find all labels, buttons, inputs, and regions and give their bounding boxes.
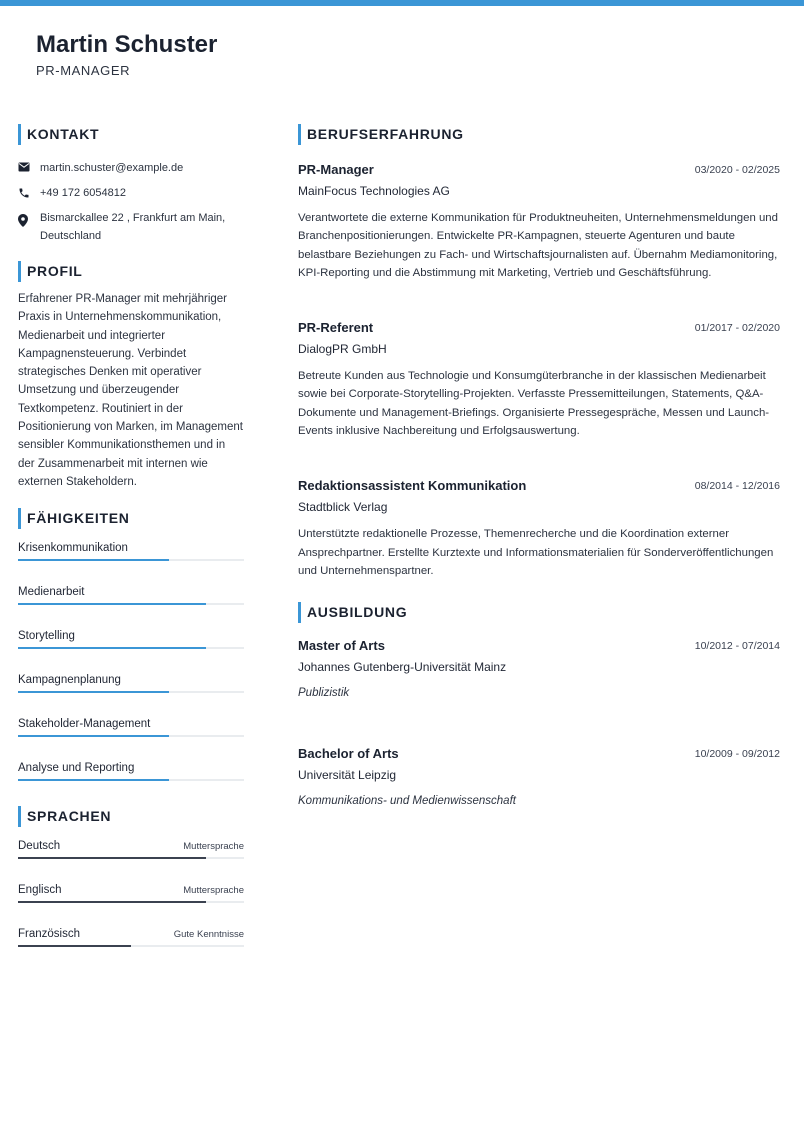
postal-address: Bismarckallee 22 , Frankfurt am Main, Deutschland: [40, 212, 226, 242]
language-level-label: Gute Kenntnisse: [173, 929, 244, 941]
languages-heading: SPRACHEN: [18, 806, 244, 827]
skill-level-track: [18, 647, 244, 649]
education-entry: [298, 745, 780, 809]
job-role: Redaktionsassistent Kommunikation: [298, 478, 527, 494]
job-title: PR-MANAGER: [36, 63, 131, 78]
skill-level-track: [18, 559, 244, 561]
education-dates: 10/2012 - 07/2014: [694, 640, 780, 653]
job-dates: 03/2020 - 02/2025: [694, 164, 780, 176]
contact-heading: KONTAKT: [18, 124, 244, 145]
skill-name: Kampagnenplanung: [18, 674, 121, 687]
skills-heading: FÄHIGKEITEN: [18, 508, 244, 529]
mail-icon: [18, 159, 40, 172]
language-name: Französisch: [18, 928, 80, 941]
language-level-bar: [18, 945, 131, 947]
skill-name: Analyse und Reporting: [18, 762, 135, 775]
experience-entry: [298, 477, 780, 580]
experience-entry: [298, 319, 780, 440]
education-entry: [298, 637, 780, 701]
languages-list: [18, 833, 244, 965]
degree: Master of Arts: [298, 638, 385, 654]
job-dates: 01/2017 - 02/2020: [694, 322, 780, 335]
top-accent-bar: [0, 0, 804, 6]
study-field: Publizistik: [298, 687, 350, 700]
skill-name: Stakeholder-Management: [18, 718, 151, 731]
language-level-bar: [18, 901, 206, 903]
school: Johannes Gutenberg-Universität Mainz: [298, 660, 507, 675]
job-description: Unterstützte redaktionelle Prozesse, Themenrecherche und die Koordination externer Ansprechpartner. Erstellte Kurztexte und Informationsmaterialien für Sonderveröffentlichungen und Unternehmenspartner.: [298, 528, 774, 577]
skill-level-bar: [18, 647, 206, 649]
phone-number[interactable]: +49 172 6054812: [40, 187, 126, 199]
skill-level-track: [18, 735, 244, 737]
language-item: [18, 877, 244, 921]
skill-level-bar: [18, 691, 169, 693]
skill-level-track: [18, 603, 244, 605]
language-level-label: Muttersprache: [183, 885, 244, 897]
skill-item: [18, 667, 244, 711]
skill-level-track: [18, 691, 244, 693]
employer: MainFocus Technologies AG: [298, 184, 450, 198]
skill-item: [18, 755, 244, 799]
education-heading: AUSBILDUNG: [298, 602, 780, 623]
candidate-name: Martin Schuster: [36, 31, 218, 58]
left-column: [18, 124, 244, 965]
skill-level-bar: [18, 779, 169, 781]
skill-item: [18, 535, 244, 579]
language-name: Deutsch: [18, 840, 61, 853]
contact-address: [18, 209, 244, 245]
skill-item: [18, 579, 244, 623]
contact-list: [18, 159, 244, 245]
location-pin-icon: [18, 209, 40, 227]
contact-phone: [18, 184, 244, 202]
contact-email: [18, 159, 244, 177]
skill-level-bar: [18, 603, 206, 605]
experience-entry: [298, 161, 780, 282]
skill-name: Medienarbeit: [18, 586, 85, 599]
language-level-track: [18, 945, 244, 947]
skill-name: Krisenkommunikation: [18, 542, 128, 555]
employer: Stadtblick Verlag: [298, 500, 388, 515]
job-dates: 08/2014 - 12/2016: [694, 480, 780, 493]
language-name: Englisch: [18, 884, 62, 897]
language-item: [18, 921, 244, 965]
skill-name: Storytelling: [18, 630, 75, 643]
skill-item: [18, 623, 244, 667]
skill-level-bar: [18, 559, 169, 561]
study-field: Kommunikations- und Medienwissenschaft: [298, 795, 516, 808]
degree: Bachelor of Arts: [298, 746, 399, 762]
skill-item: [18, 711, 244, 755]
job-role: PR-Manager: [298, 162, 374, 177]
skill-level-bar: [18, 735, 169, 737]
language-level-track: [18, 901, 244, 903]
job-role: PR-Referent: [298, 320, 374, 336]
language-item: [18, 833, 244, 877]
right-column: [298, 124, 780, 809]
language-level-bar: [18, 857, 206, 859]
school: Universität Leipzig: [298, 768, 397, 783]
language-level-label: Muttersprache: [183, 841, 244, 853]
job-description: Betreute Kunden aus Technologie und Konsumgüterbranche in der klassischen Medienarbeit sowie bei Corporate-Storytelling-Projekten. Verfasste Pressemitteilungen, Statements, Q&A-Dokumente und Management-Briefings. Organisierte Pressegespräche, Messen und Launch-Events inklusive Nachbereitung und Erfolgsauswertung.: [298, 370, 770, 438]
profile-text: Erfahrener PR-Manager mit mehrjähriger Praxis in Unternehmenskommunikation, Medienarbeit und integrierter Kampagnensteuerung. Verbindet strategisches Denken mit operativer Umsetzung und überzeugender Textkompetenz. Routiniert in der Positionierung von Marken, im Management sensibler Kommunikationsthemen und in der Zusammenarbeit mit internen wie externen Stakeholdern.: [18, 293, 244, 488]
skills-list: [18, 535, 244, 799]
profile-heading: PROFIL: [18, 261, 244, 282]
email-address[interactable]: martin.schuster@example.de: [40, 162, 184, 174]
language-level-track: [18, 857, 244, 859]
education-dates: 10/2009 - 09/2012: [694, 748, 780, 761]
job-description: Verantwortete die externe Kommunikation für Produktneuheiten, Unternehmensmeldungen und Branchenpositionierungen. Entwickelte PR-Kampagnen, steuerte Agenturen und baute belastbare Beziehungen zu Fach- und Wirtschaftsjournalisten auf. Übernahm Mediamonitoring, KPI-Reporting und die Abstimmung mit Marketing, Vertrieb und Geschäftsführung.: [298, 212, 778, 279]
phone-icon: [18, 184, 40, 199]
employer: DialogPR GmbH: [298, 342, 387, 357]
skill-level-track: [18, 779, 244, 781]
experience-heading: BERUFSERFAHRUNG: [298, 124, 780, 145]
